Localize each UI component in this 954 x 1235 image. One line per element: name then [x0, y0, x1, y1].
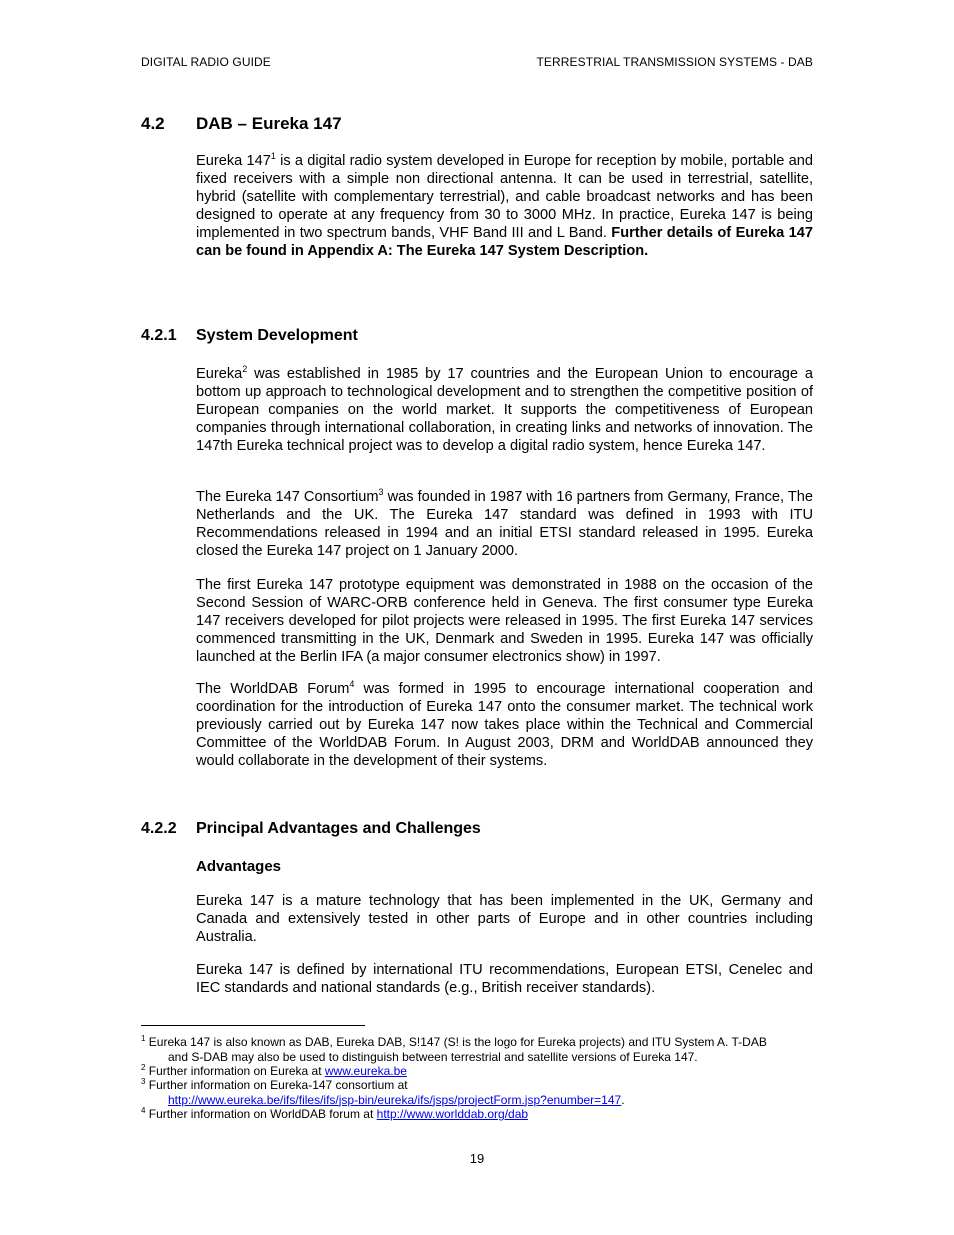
advantages-heading: Advantages [196, 858, 282, 875]
section-intro-paragraph: Eureka $147^1$ is a digital radio system developed in Europe for reception by mobile, portable and fixed receivers with a simple non directional antenna. It can be used in terrestrial, satellite, hybrid (satellite with complementary terrestrial), and cable broadcast networks and has been designed to operate at any frequency from 30 to 3000 MHz. In practice, Eureka 147 is being implemented in two spectrum bands, VHF Band III and L Band. Further details of Eureka 147 can be found in Appendix A: The Eureka 147 System Description. [196, 151, 813, 259]
section-title: DAB – Eureka 147 [196, 114, 342, 133]
paragraph-prototype: The first Eureka 147 prototype equipment was demonstrated in 1988 on the occasion of the Second Session of WARC-ORB conference held in Geneva. The first consumer type Eureka 147 receivers developed for pilot projects were released in 1995. The first Eureka 147 services commenced transmitting in the UK, Denmark and Sweden in 1995. Eureka 147 was officially launched at the Berlin IFA (a major consumer electronics show) in 1997. [196, 577, 813, 665]
subsection-number-1: 4.2.1 [141, 327, 177, 344]
section-number: 4.2 [141, 114, 165, 133]
worlddab-link[interactable]: http://www.worlddab.org/dab [376, 1107, 529, 1121]
paragraph-worlddab: The WorldDAB Forum$^4$ was formed in 1995 to encourage international cooperation and coordination for the introduction of Eureka 147 onto the consumer market. The technical work previously carried out by Eureka 147 now takes place within the Technical and Commercial Committee of the WorldDAB Forum. In August 2003, DRM and WorldDAB announced they would collaborate in the development of their systems. [196, 679, 813, 769]
subsection-title-1: System Development [196, 327, 358, 344]
footnote-1: $^1$ Eureka 147 is also known as DAB, Eureka DAB, S!147 (S! is the logo for Eureka projects) and ITU System A. T-DAB and S-DAB may also be used to distinguish between terrestrial and satellite versions of Eureka 147. [141, 1034, 767, 1064]
footnote-ref-3: 3 [378, 487, 384, 497]
footnote-4: $^4$ Further information on WorldDAB forum at http://www.worlddab.org/dab [141, 1106, 529, 1121]
footnote-2: $^2$ Further information on Eureka at www.eureka.be [141, 1063, 407, 1078]
subsection-number-2: 4.2.2 [141, 820, 177, 837]
paragraph-standards: Eureka 147 is defined by international ITU recommendations, European ETSI, Cenelec and IEC standards and national standards (e.g., British receiver standards). [196, 962, 813, 996]
paragraph-mature-technology: Eureka 147 is a mature technology that has been implemented in the UK, Germany and Canada and extensively tested in other parts of Europe and in other countries including Australia. [196, 893, 813, 945]
eureka-link[interactable]: www.eureka.be [324, 1064, 407, 1078]
appendix-reference: Further details of Eureka 147 can be found in Appendix A: The Eureka 147 System Description. [196, 225, 813, 259]
paragraph-eureka-established: Eureka$^2$ was established in 1985 by 17 countries and the European Union to encourage a bottom up approach to technological development and to strengthen the competitive position of European companies on the world market. It supports the competitiveness of European companies through international collaboration, in creating links and networks of innovation. The 147th Eureka technical project was to develop a digital radio system, hence Eureka 147. [196, 364, 813, 454]
footnote-3: $^3$ Further information on Eureka-147 consortium at http://www.eureka.be/ifs/files/ifs/jsp-bin/eureka/ifs/jsps/projectForm.jsp?enumber=147. [141, 1077, 625, 1107]
subsection-title-2: Principal Advantages and Challenges [196, 820, 481, 837]
page-number: 19 [469, 1151, 485, 1166]
running-header-left: DIGITAL RADIO GUIDE [141, 55, 271, 69]
footnote-ref-4: 4 [349, 679, 355, 689]
paragraph-consortium: The Eureka 147 Consortium$^3$ was founded in 1987 with 16 partners from Germany, France, The Netherlands and the UK. The Eureka 147 standard was defined in 1993 with ITU Recommendations released in 1994 and an initial ETSI standard released in 1995. Eureka closed the Eureka 147 project on 1 January 2000. [196, 487, 813, 559]
footnote-divider [141, 1025, 365, 1026]
footnote-ref-1: 1 [270, 151, 276, 161]
consortium-link[interactable]: http://www.eureka.be/ifs/files/ifs/jsp-bin/eureka/ifs/jsps/projectForm.jsp?enumber=147 [168, 1092, 622, 1107]
footnote-ref-2: 2 [242, 364, 248, 374]
running-header-right: TERRESTRIAL TRANSMISSION SYSTEMS - DAB [536, 55, 813, 69]
